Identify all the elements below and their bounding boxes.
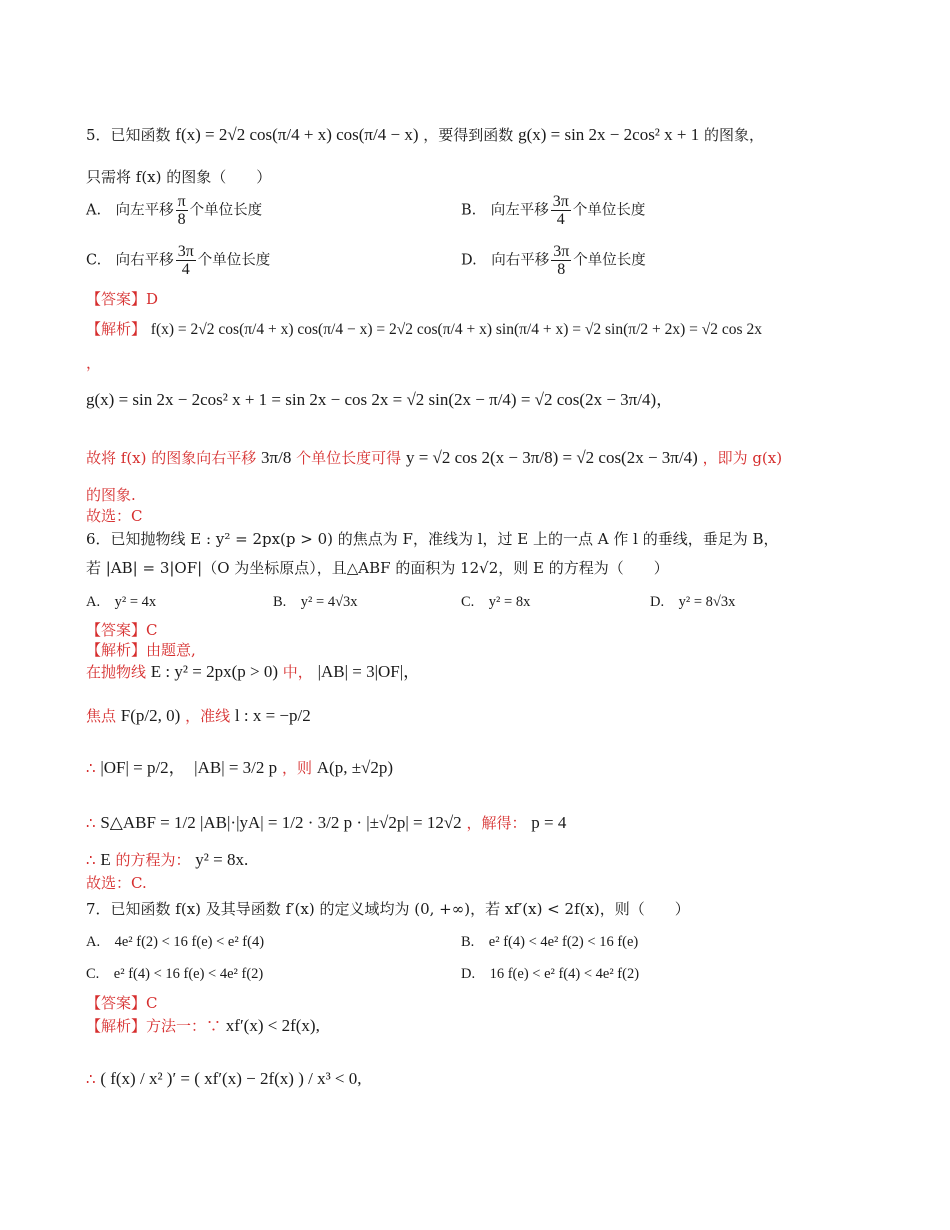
q6-option-a: A. y² = 4x <box>86 594 157 610</box>
q5-solution-line2 <box>86 389 870 411</box>
q7-answer: 【答案】C <box>86 994 158 1012</box>
q5-option-c-fraction <box>176 243 196 278</box>
frac-num: π <box>177 193 186 210</box>
therefore-symbol: ∴ <box>86 814 96 832</box>
q6-solution-line3 <box>86 705 870 727</box>
therefore-symbol: ∴ <box>86 759 96 777</box>
opt-label: B. 向左平移 <box>461 202 549 219</box>
q6-sol-text: 焦点 <box>86 707 117 725</box>
opt-unit: 个单位长度 <box>572 202 646 219</box>
frac-num: 3π <box>552 193 569 210</box>
q7-sol-label: 【解析】方法一：∵ <box>86 1017 222 1035</box>
q5-option-d-fraction <box>551 243 571 278</box>
q6-point-a: A(p, ±√2p) <box>316 758 394 777</box>
q6-focus: F(p/2, 0) <box>120 706 181 725</box>
q6-answer: 【答案】C <box>86 621 158 639</box>
q6-option-c: C. y² = 8x <box>461 594 531 610</box>
q5-conclusion: 故选：C <box>86 507 143 525</box>
q6-stem-line1: 6．已知抛物线 E : y² = 2px(p > 0) 的焦点为 F，准线为 l，过 E 上的一点 A 作 l 的垂线，垂足为 B， <box>86 530 779 548</box>
q7-solution-line1 <box>86 1015 870 1037</box>
q6-sol-text: ，则 <box>281 759 312 777</box>
q5-solution-y-expression: y = √2 cos 2(x − 3π/8) = √2 cos(2x − 3π/4) <box>405 448 698 467</box>
q5-option-b-fraction <box>551 193 571 228</box>
opt-unit: 个单位长度 <box>189 202 263 219</box>
q5-solution-text2: 个单位长度可得 <box>296 449 402 467</box>
frac-den: 8 <box>177 211 186 228</box>
q5-g-definition: g(x) = sin 2x − 2cos² x + 1 <box>518 125 700 144</box>
q5-solution-line3 <box>86 447 870 469</box>
q6-solution-line6 <box>86 849 870 871</box>
frac-den: 4 <box>556 211 565 228</box>
q6-of-ab-values: |OF| = p/2， |AB| = 3/2 p <box>100 758 278 777</box>
q5-solution-text3: ，即为 g(x) <box>702 449 783 467</box>
q5-solution-comma: ， <box>86 354 102 372</box>
q5-option-d <box>461 243 646 278</box>
therefore-symbol: ∴ <box>86 1070 96 1088</box>
q5-solution-line1 <box>86 318 870 341</box>
q5-solution-shift: 3π/8 <box>261 448 292 467</box>
q6-sol-text: ，解得： <box>466 814 527 832</box>
q5-option-a <box>86 193 262 228</box>
q7-derivative-expression: ( f(x) / x² )′ = ( xf′(x) − 2f(x) ) / x³ < 0, <box>100 1069 362 1088</box>
q5-f-definition: f(x) = 2√2 cos(π/4 + x) cos(π/4 − x) <box>175 125 419 144</box>
opt-label: D. 向右平移 <box>461 252 550 269</box>
q5-stem-line2: 只需将 f(x) 的图象（ ） <box>86 168 272 186</box>
q5-stem-text2: ，要得到函数 <box>423 126 514 144</box>
q6-solution-line5 <box>86 812 870 834</box>
q6-solution-line4 <box>86 757 870 779</box>
q6-sol-text2: ，准线 <box>185 707 231 725</box>
q6-directrix: l : x = −p/2 <box>234 706 311 725</box>
q5-solution-g-derivation: g(x) = sin 2x − 2cos² x + 1 = sin 2x − cos 2x = √2 sin(2x − π/4) = √2 cos(2x − 3π/4)， <box>86 390 674 409</box>
frac-num: 3π <box>553 243 570 260</box>
q5-solution-text: 故将 f(x) 的图象向右平移 <box>86 449 257 467</box>
q7-option-a: A. 4e² f(2) < 16 f(e) < e² f(4) <box>86 934 265 950</box>
q6-parabola-equation: E : y² = 2px(p > 0) <box>150 662 278 681</box>
q5-stem-text: 5．已知函数 <box>86 126 171 144</box>
frac-den: 8 <box>557 261 566 278</box>
frac-den: 4 <box>181 261 190 278</box>
q6-solution-intro: 【解析】由题意, <box>86 641 196 659</box>
solution-label: 【解析】 <box>86 320 147 338</box>
q6-ab-of-relation: |AB| = 3|OF|， <box>317 662 421 681</box>
q6-stem-line2: 若 |AB| = 3|OF|（O 为坐标原点），且△ABF 的面积为 12√2，则 E 的方程为（ ） <box>86 559 669 577</box>
q5-stem-line1 <box>86 124 870 146</box>
q5-solution-line4: 的图象. <box>86 486 136 504</box>
opt-label: A. 向左平移 <box>86 202 174 219</box>
q6-final-equation: y² = 8x. <box>195 850 249 869</box>
q6-sol-text: 在抛物线 <box>86 663 147 681</box>
therefore-symbol: ∴ <box>86 851 96 869</box>
q6-sol-text: 的方程为： <box>115 851 191 869</box>
q7-option-b: B. e² f(4) < 4e² f(2) < 16 f(e) <box>461 934 639 950</box>
q6-conclusion: 故选：C. <box>86 874 147 892</box>
q5-option-a-fraction <box>176 193 188 228</box>
q6-p-value: p = 4 <box>531 813 567 832</box>
q6-option-d: D. y² = 8√3x <box>650 594 736 610</box>
q6-curve-e: E <box>100 850 111 869</box>
q7-option-c: C. e² f(4) < 16 f(e) < 4e² f(2) <box>86 966 264 982</box>
q6-area-formula: S△ABF = 1/2 |AB|·|yA| = 1/2 · 3/2 p · |±√2p| = 12√2 <box>100 813 462 832</box>
q7-inequality: xf′(x) < 2f(x), <box>225 1016 320 1035</box>
q7-solution-line2 <box>86 1068 870 1090</box>
q5-option-b <box>461 193 645 228</box>
opt-label: C. 向右平移 <box>86 252 174 269</box>
q6-option-b: B. y² = 4√3x <box>273 594 358 610</box>
q7-stem: 7．已知函数 f(x) 及其导函数 f′(x) 的定义域均为 (0, +∞)，若 xf′(x) < 2f(x)，则（ ） <box>86 900 690 918</box>
q5-option-c <box>86 243 270 278</box>
q7-option-d: D. 16 f(e) < e² f(4) < 4e² f(2) <box>461 966 640 982</box>
q5-solution-f-derivation: f(x) = 2√2 cos(π/4 + x) cos(π/4 − x) = 2√2 cos(π/4 + x) sin(π/4 + x) = √2 sin(π/2 + 2x) = √2 cos 2x <box>150 321 762 338</box>
q6-sol-text2: 中， <box>282 663 313 681</box>
opt-unit: 个单位长度 <box>197 252 271 269</box>
frac-num: 3π <box>177 243 194 260</box>
opt-unit: 个单位长度 <box>573 252 646 269</box>
q6-solution-line2 <box>86 661 870 683</box>
q5-stem-text3: 的图象， <box>704 126 765 144</box>
q5-answer: 【答案】D <box>86 290 159 308</box>
